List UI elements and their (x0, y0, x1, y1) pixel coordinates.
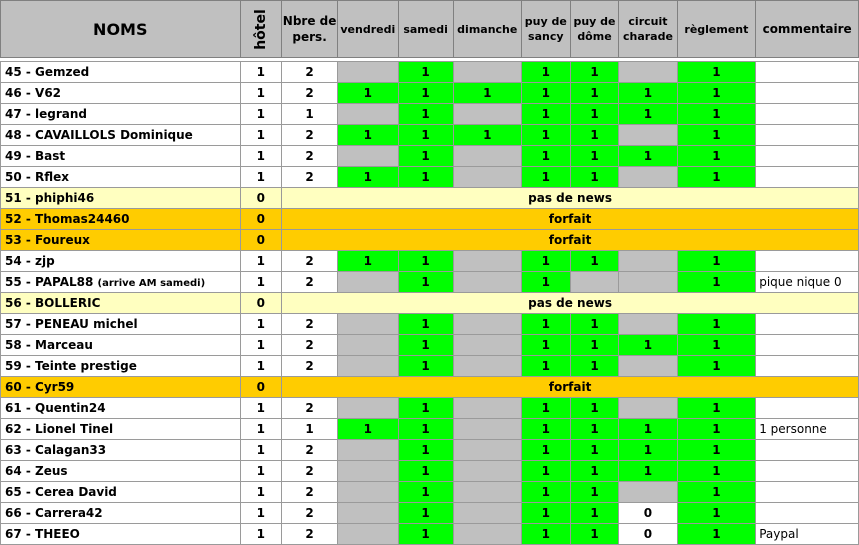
table-row (1, 482, 859, 503)
cell-commentaire[interactable] (756, 356, 859, 377)
cell-vendredi[interactable] (338, 482, 399, 503)
cell-commentaire[interactable] (756, 125, 859, 146)
cell-samedi[interactable]: 1 (398, 146, 453, 167)
cell-dimanche[interactable] (453, 398, 521, 419)
cell-samedi[interactable]: 1 (398, 482, 453, 503)
participant-name: 64 - Zeus (5, 464, 68, 478)
cell-name[interactable] (1, 251, 241, 272)
cell-nbre-pers[interactable]: 2 (282, 503, 338, 524)
cell-name[interactable] (1, 104, 241, 125)
cell-commentaire[interactable] (756, 83, 859, 104)
cell-hotel[interactable]: 1 (240, 104, 282, 125)
cell-circuit-charade[interactable]: 1 (619, 419, 677, 440)
cell-hotel[interactable]: 1 (240, 146, 282, 167)
cell-commentaire[interactable] (756, 314, 859, 335)
cell-nbre-pers[interactable]: 2 (282, 167, 338, 188)
cell-reglement[interactable]: 1 (677, 356, 756, 377)
cell-puy-de-dome[interactable]: 1 (570, 461, 619, 482)
cell-nbre-pers[interactable]: 2 (282, 272, 338, 293)
cell-commentaire[interactable] (756, 398, 859, 419)
cell-nbre-pers[interactable]: 2 (282, 440, 338, 461)
table-row (1, 419, 859, 440)
cell-name[interactable] (1, 503, 241, 524)
cell-puy-de-dome[interactable]: 1 (570, 167, 619, 188)
cell-circuit-charade[interactable] (619, 251, 677, 272)
cell-samedi[interactable]: 1 (398, 125, 453, 146)
cell-hotel[interactable]: 1 (240, 167, 282, 188)
cell-reglement[interactable]: 1 (677, 503, 756, 524)
participant-name: 54 - zjp (5, 254, 55, 268)
cell-dimanche[interactable] (453, 146, 521, 167)
cell-puy-de-sancy[interactable]: 1 (521, 314, 570, 335)
cell-puy-de-sancy[interactable]: 1 (521, 524, 570, 545)
cell-status[interactable]: pas de news (282, 188, 859, 209)
cell-name[interactable] (1, 461, 241, 482)
table-row (1, 62, 859, 83)
cell-dimanche[interactable] (453, 482, 521, 503)
cell-name[interactable] (1, 167, 241, 188)
table-row (1, 377, 859, 398)
cell-puy-de-dome[interactable]: 1 (570, 104, 619, 125)
table-row (1, 356, 859, 377)
cell-dimanche[interactable] (453, 461, 521, 482)
participant-name: 47 - legrand (5, 107, 88, 121)
cell-circuit-charade[interactable] (619, 167, 677, 188)
cell-name[interactable] (1, 419, 241, 440)
cell-hotel[interactable]: 0 (240, 188, 282, 209)
cell-dimanche[interactable] (453, 440, 521, 461)
cell-samedi[interactable]: 1 (398, 419, 453, 440)
cell-puy-de-sancy[interactable]: 1 (521, 104, 570, 125)
table-row (1, 398, 859, 419)
cell-hotel[interactable]: 1 (240, 482, 282, 503)
cell-puy-de-sancy[interactable]: 1 (521, 440, 570, 461)
cell-reglement[interactable]: 1 (677, 62, 756, 83)
cell-hotel[interactable]: 0 (240, 230, 282, 251)
participant-name: 55 - PAPAL88 (5, 275, 94, 289)
cell-samedi[interactable]: 1 (398, 398, 453, 419)
cell-name[interactable] (1, 524, 241, 545)
cell-commentaire[interactable]: 1 personne (756, 419, 859, 440)
cell-nbre-pers[interactable]: 2 (282, 83, 338, 104)
cell-nbre-pers[interactable]: 2 (282, 146, 338, 167)
cell-reglement[interactable]: 1 (677, 482, 756, 503)
cell-reglement[interactable]: 1 (677, 83, 756, 104)
cell-commentaire[interactable] (756, 146, 859, 167)
cell-status[interactable]: forfait (282, 209, 859, 230)
cell-commentaire[interactable]: pique nique 0 (756, 272, 859, 293)
cell-vendredi[interactable] (338, 272, 399, 293)
table-row (1, 230, 859, 251)
cell-dimanche[interactable] (453, 335, 521, 356)
cell-circuit-charade[interactable]: 0 (619, 524, 677, 545)
cell-samedi[interactable]: 1 (398, 251, 453, 272)
participant-name: 61 - Quentin24 (5, 401, 106, 415)
cell-status[interactable]: forfait (282, 230, 859, 251)
table-row (1, 272, 859, 293)
cell-puy-de-sancy[interactable]: 1 (521, 167, 570, 188)
cell-nbre-pers[interactable]: 2 (282, 482, 338, 503)
participant-name: 63 - Calagan33 (5, 443, 107, 457)
cell-dimanche[interactable] (453, 167, 521, 188)
cell-status[interactable]: forfait (282, 377, 859, 398)
cell-puy-de-dome[interactable] (570, 272, 619, 293)
table-row (1, 104, 859, 125)
cell-puy-de-dome[interactable]: 1 (570, 524, 619, 545)
cell-commentaire[interactable]: Paypal (756, 524, 859, 545)
table-row (1, 293, 859, 314)
table-row (1, 209, 859, 230)
cell-name[interactable] (1, 272, 241, 293)
cell-dimanche[interactable] (453, 503, 521, 524)
cell-hotel[interactable]: 1 (240, 272, 282, 293)
cell-nbre-pers[interactable]: 1 (282, 419, 338, 440)
cell-nbre-pers[interactable]: 2 (282, 398, 338, 419)
cell-hotel[interactable]: 0 (240, 209, 282, 230)
participant-name: 51 - phiphi46 (5, 191, 95, 205)
cell-puy-de-dome[interactable]: 1 (570, 419, 619, 440)
cell-dimanche[interactable] (453, 524, 521, 545)
cell-puy-de-dome[interactable]: 1 (570, 83, 619, 104)
cell-nbre-pers[interactable]: 1 (282, 104, 338, 125)
cell-vendredi[interactable]: 1 (338, 125, 399, 146)
participant-name: 66 - Carrera42 (5, 506, 103, 520)
cell-reglement[interactable]: 1 (677, 461, 756, 482)
cell-dimanche[interactable] (453, 104, 521, 125)
header-dimanche[interactable]: dimanche (453, 1, 521, 58)
cell-circuit-charade[interactable]: 0 (619, 503, 677, 524)
cell-reglement[interactable]: 1 (677, 335, 756, 356)
cell-name[interactable] (1, 335, 241, 356)
cell-hotel[interactable]: 0 (240, 377, 282, 398)
cell-samedi[interactable]: 1 (398, 272, 453, 293)
cell-name[interactable] (1, 440, 241, 461)
cell-samedi[interactable]: 1 (398, 461, 453, 482)
cell-puy-de-sancy[interactable]: 1 (521, 503, 570, 524)
cell-hotel[interactable]: 1 (240, 335, 282, 356)
cell-name[interactable] (1, 398, 241, 419)
cell-samedi[interactable]: 1 (398, 503, 453, 524)
header-puy-de-sancy[interactable]: puy de sancy (521, 1, 570, 58)
cell-dimanche[interactable] (453, 356, 521, 377)
participant-name: 59 - Teinte prestige (5, 359, 137, 373)
cell-commentaire[interactable] (756, 335, 859, 356)
header-vendredi[interactable]: vendredi (338, 1, 399, 58)
participant-name: 46 - V62 (5, 86, 62, 100)
cell-name[interactable] (1, 314, 241, 335)
header-circuit-charade[interactable]: circuit charade (619, 1, 677, 58)
table-row (1, 440, 859, 461)
cell-dimanche[interactable] (453, 419, 521, 440)
cell-vendredi[interactable]: 1 (338, 419, 399, 440)
cell-name[interactable] (1, 209, 241, 230)
cell-vendredi[interactable]: 1 (338, 83, 399, 104)
cell-reglement[interactable]: 1 (677, 524, 756, 545)
participant-name: 65 - Cerea David (5, 485, 117, 499)
cell-samedi[interactable]: 1 (398, 356, 453, 377)
cell-reglement[interactable]: 1 (677, 146, 756, 167)
cell-hotel[interactable]: 1 (240, 461, 282, 482)
cell-circuit-charade[interactable] (619, 272, 677, 293)
cell-puy-de-dome[interactable]: 1 (570, 482, 619, 503)
table-row (1, 167, 859, 188)
cell-name[interactable] (1, 482, 241, 503)
cell-name[interactable] (1, 230, 241, 251)
participant-note: (arrive AM samedi) (97, 278, 206, 289)
cell-circuit-charade[interactable]: 1 (619, 104, 677, 125)
participant-name: 45 - Gemzed (5, 65, 90, 79)
cell-name[interactable] (1, 188, 241, 209)
cell-nbre-pers[interactable]: 2 (282, 125, 338, 146)
cell-circuit-charade[interactable] (619, 482, 677, 503)
cell-commentaire[interactable] (756, 104, 859, 125)
cell-hotel[interactable]: 1 (240, 356, 282, 377)
header-noms[interactable]: NOMS (1, 1, 241, 58)
cell-puy-de-dome[interactable]: 1 (570, 251, 619, 272)
header-hotel-label: hôtel (252, 8, 269, 50)
table-row (1, 314, 859, 335)
header-row (1, 1, 859, 58)
cell-hotel[interactable]: 1 (240, 314, 282, 335)
cell-puy-de-dome[interactable]: 1 (570, 62, 619, 83)
cell-dimanche[interactable] (453, 251, 521, 272)
cell-samedi[interactable]: 1 (398, 335, 453, 356)
header-samedi[interactable]: samedi (398, 1, 453, 58)
cell-nbre-pers[interactable]: 2 (282, 335, 338, 356)
cell-puy-de-sancy[interactable]: 1 (521, 398, 570, 419)
participant-name: 62 - Lionel Tinel (5, 422, 114, 436)
cell-vendredi[interactable]: 1 (338, 167, 399, 188)
cell-name[interactable] (1, 356, 241, 377)
table-row (1, 125, 859, 146)
cell-vendredi[interactable] (338, 146, 399, 167)
cell-name[interactable] (1, 293, 241, 314)
participant-name: 50 - Rflex (5, 170, 70, 184)
cell-samedi[interactable]: 1 (398, 83, 453, 104)
table-row (1, 524, 859, 545)
cell-commentaire[interactable] (756, 503, 859, 524)
cell-nbre-pers[interactable]: 2 (282, 251, 338, 272)
cell-vendredi[interactable] (338, 524, 399, 545)
header-reglement[interactable]: règlement (677, 1, 756, 58)
table-row (1, 335, 859, 356)
cell-reglement[interactable]: 1 (677, 272, 756, 293)
cell-puy-de-sancy[interactable]: 1 (521, 62, 570, 83)
table-row (1, 251, 859, 272)
table-row (1, 188, 859, 209)
cell-samedi[interactable]: 1 (398, 104, 453, 125)
cell-hotel[interactable]: 1 (240, 125, 282, 146)
cell-reglement[interactable]: 1 (677, 104, 756, 125)
cell-name[interactable] (1, 83, 241, 104)
cell-circuit-charade[interactable] (619, 314, 677, 335)
cell-dimanche[interactable] (453, 314, 521, 335)
cell-hotel[interactable]: 1 (240, 440, 282, 461)
cell-name[interactable] (1, 62, 241, 83)
table-row (1, 83, 859, 104)
cell-vendredi[interactable] (338, 356, 399, 377)
cell-puy-de-sancy[interactable]: 1 (521, 251, 570, 272)
cell-circuit-charade[interactable] (619, 125, 677, 146)
cell-reglement[interactable]: 1 (677, 419, 756, 440)
cell-hotel[interactable]: 1 (240, 62, 282, 83)
cell-reglement[interactable]: 1 (677, 314, 756, 335)
participant-name: 52 - Thomas24460 (5, 212, 130, 226)
cell-dimanche[interactable] (453, 272, 521, 293)
cell-commentaire[interactable] (756, 482, 859, 503)
header-puy-de-dome[interactable]: puy de dôme (570, 1, 619, 58)
cell-puy-de-sancy[interactable]: 1 (521, 419, 570, 440)
cell-puy-de-sancy[interactable]: 1 (521, 83, 570, 104)
cell-hotel[interactable]: 1 (240, 419, 282, 440)
cell-vendredi[interactable] (338, 398, 399, 419)
cell-commentaire[interactable] (756, 62, 859, 83)
cell-reglement[interactable]: 1 (677, 440, 756, 461)
cell-circuit-charade[interactable]: 1 (619, 440, 677, 461)
cell-circuit-charade[interactable] (619, 356, 677, 377)
cell-samedi[interactable]: 1 (398, 440, 453, 461)
cell-nbre-pers[interactable]: 2 (282, 461, 338, 482)
cell-vendredi[interactable] (338, 461, 399, 482)
cell-puy-de-sancy[interactable]: 1 (521, 335, 570, 356)
header-hotel[interactable] (240, 1, 282, 58)
cell-name[interactable] (1, 146, 241, 167)
table-row (1, 461, 859, 482)
cell-hotel[interactable]: 1 (240, 398, 282, 419)
cell-hotel[interactable]: 0 (240, 293, 282, 314)
cell-commentaire[interactable] (756, 440, 859, 461)
cell-puy-de-sancy[interactable]: 1 (521, 146, 570, 167)
cell-hotel[interactable]: 1 (240, 524, 282, 545)
cell-name[interactable] (1, 377, 241, 398)
cell-puy-de-sancy[interactable]: 1 (521, 356, 570, 377)
cell-samedi[interactable]: 1 (398, 62, 453, 83)
cell-puy-de-dome[interactable]: 1 (570, 125, 619, 146)
cell-nbre-pers[interactable]: 2 (282, 356, 338, 377)
participant-name: 49 - Bast (5, 149, 66, 163)
header-nbre-pers[interactable]: Nbre de pers. (282, 1, 338, 58)
cell-puy-de-dome[interactable]: 1 (570, 503, 619, 524)
cell-circuit-charade[interactable]: 1 (619, 335, 677, 356)
participant-name: 67 - THEEO (5, 527, 80, 541)
cell-status[interactable]: pas de news (282, 293, 859, 314)
cell-puy-de-sancy[interactable]: 1 (521, 272, 570, 293)
cell-reglement[interactable]: 1 (677, 251, 756, 272)
cell-name[interactable] (1, 125, 241, 146)
cell-commentaire[interactable] (756, 251, 859, 272)
cell-vendredi[interactable] (338, 335, 399, 356)
table-row (1, 146, 859, 167)
cell-dimanche[interactable] (453, 62, 521, 83)
cell-vendredi[interactable] (338, 440, 399, 461)
cell-dimanche[interactable]: 1 (453, 83, 521, 104)
cell-commentaire[interactable] (756, 461, 859, 482)
cell-vendredi[interactable] (338, 503, 399, 524)
cell-samedi[interactable]: 1 (398, 167, 453, 188)
cell-reglement[interactable]: 1 (677, 167, 756, 188)
cell-circuit-charade[interactable]: 1 (619, 83, 677, 104)
header-commentaire[interactable]: commentaire (756, 1, 859, 58)
cell-nbre-pers[interactable]: 2 (282, 524, 338, 545)
cell-circuit-charade[interactable] (619, 398, 677, 419)
cell-hotel[interactable]: 1 (240, 83, 282, 104)
cell-nbre-pers[interactable]: 2 (282, 314, 338, 335)
cell-puy-de-sancy[interactable]: 1 (521, 482, 570, 503)
cell-hotel[interactable]: 1 (240, 251, 282, 272)
table-row (1, 503, 859, 524)
cell-samedi[interactable]: 1 (398, 524, 453, 545)
cell-nbre-pers[interactable]: 2 (282, 62, 338, 83)
cell-vendredi[interactable] (338, 314, 399, 335)
cell-hotel[interactable]: 1 (240, 503, 282, 524)
cell-puy-de-dome[interactable]: 1 (570, 335, 619, 356)
cell-puy-de-dome[interactable]: 1 (570, 314, 619, 335)
cell-puy-de-dome[interactable]: 1 (570, 398, 619, 419)
cell-dimanche[interactable]: 1 (453, 125, 521, 146)
cell-commentaire[interactable] (756, 167, 859, 188)
cell-vendredi[interactable] (338, 62, 399, 83)
cell-puy-de-dome[interactable]: 1 (570, 146, 619, 167)
cell-circuit-charade[interactable]: 1 (619, 146, 677, 167)
cell-samedi[interactable]: 1 (398, 314, 453, 335)
cell-reglement[interactable]: 1 (677, 398, 756, 419)
cell-vendredi[interactable]: 1 (338, 251, 399, 272)
participant-name: 58 - Marceau (5, 338, 93, 352)
cell-puy-de-sancy[interactable]: 1 (521, 461, 570, 482)
participant-name: 56 - BOLLERIC (5, 296, 101, 310)
cell-puy-de-dome[interactable]: 1 (570, 440, 619, 461)
cell-puy-de-dome[interactable]: 1 (570, 356, 619, 377)
cell-reglement[interactable]: 1 (677, 125, 756, 146)
participant-name: 60 - Cyr59 (5, 380, 75, 394)
cell-circuit-charade[interactable] (619, 62, 677, 83)
cell-circuit-charade[interactable]: 1 (619, 461, 677, 482)
participant-name: 48 - CAVAILLOLS Dominique (5, 128, 193, 142)
cell-puy-de-sancy[interactable]: 1 (521, 125, 570, 146)
participant-name: 57 - PENEAU michel (5, 317, 138, 331)
participant-name: 53 - Foureux (5, 233, 90, 247)
cell-vendredi[interactable] (338, 104, 399, 125)
